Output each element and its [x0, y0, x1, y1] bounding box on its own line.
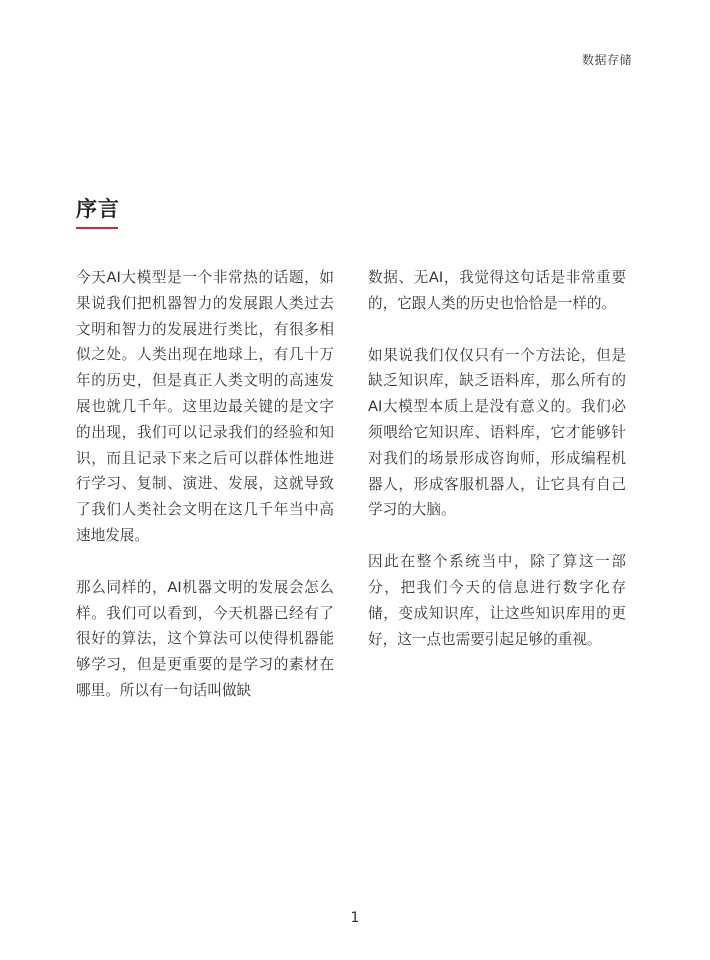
title-underline	[76, 227, 118, 229]
paragraph: 如果说我们仅仅只有一个方法论，但是缺乏知识库，缺乏语料库，那么所有的AI大模型本质上是没有意义的。我们必须喂给它知识库、语料库，它才能够针对我们的场景形成咨询师，形成编程机器人，形成客服机器人，让它具有自己学习的大脑。	[368, 346, 626, 519]
paragraph: 数据、无AI，我觉得这句话是非常重要的，它跟人类的历史也恰恰是一样的。	[368, 269, 626, 312]
paragraph: 因此在整个系统当中，除了算这一部分，把我们今天的信息进行数字化存储，变成知识库，让这些知识库用的更好，这一点也需要引起足够的重视。	[368, 553, 626, 648]
paragraph: 今天AI大模型是一个非常热的话题，如果说我们把机器智力的发展跟人类过去文明和智力的发展进行类比，有很多相似之处。人类出现在地球上，有几十万年的历史，但是真正人类文明的高速发展也就几千年。这里边最关键的是文字的出现，我们可以记录我们的经验和知识，而且记录下来之后可以群体性地进行学习、复制、演进、发展，这就导致了我们人类社会文明在这几千年当中高速地发展。	[76, 269, 334, 544]
paragraph: 那么同样的，AI机器文明的发展会怎么样。我们可以看到，今天机器已经有了很好的算法，这个算法可以使得机器能够学习，但是更重要的是学习的素材在哪里。所以有一句话叫做缺	[76, 578, 334, 699]
running-header: 数据存储	[581, 53, 632, 67]
right-column	[368, 265, 626, 678]
left-column	[76, 265, 334, 730]
page-number: 1	[350, 910, 360, 926]
section-title: 序言	[76, 197, 120, 221]
